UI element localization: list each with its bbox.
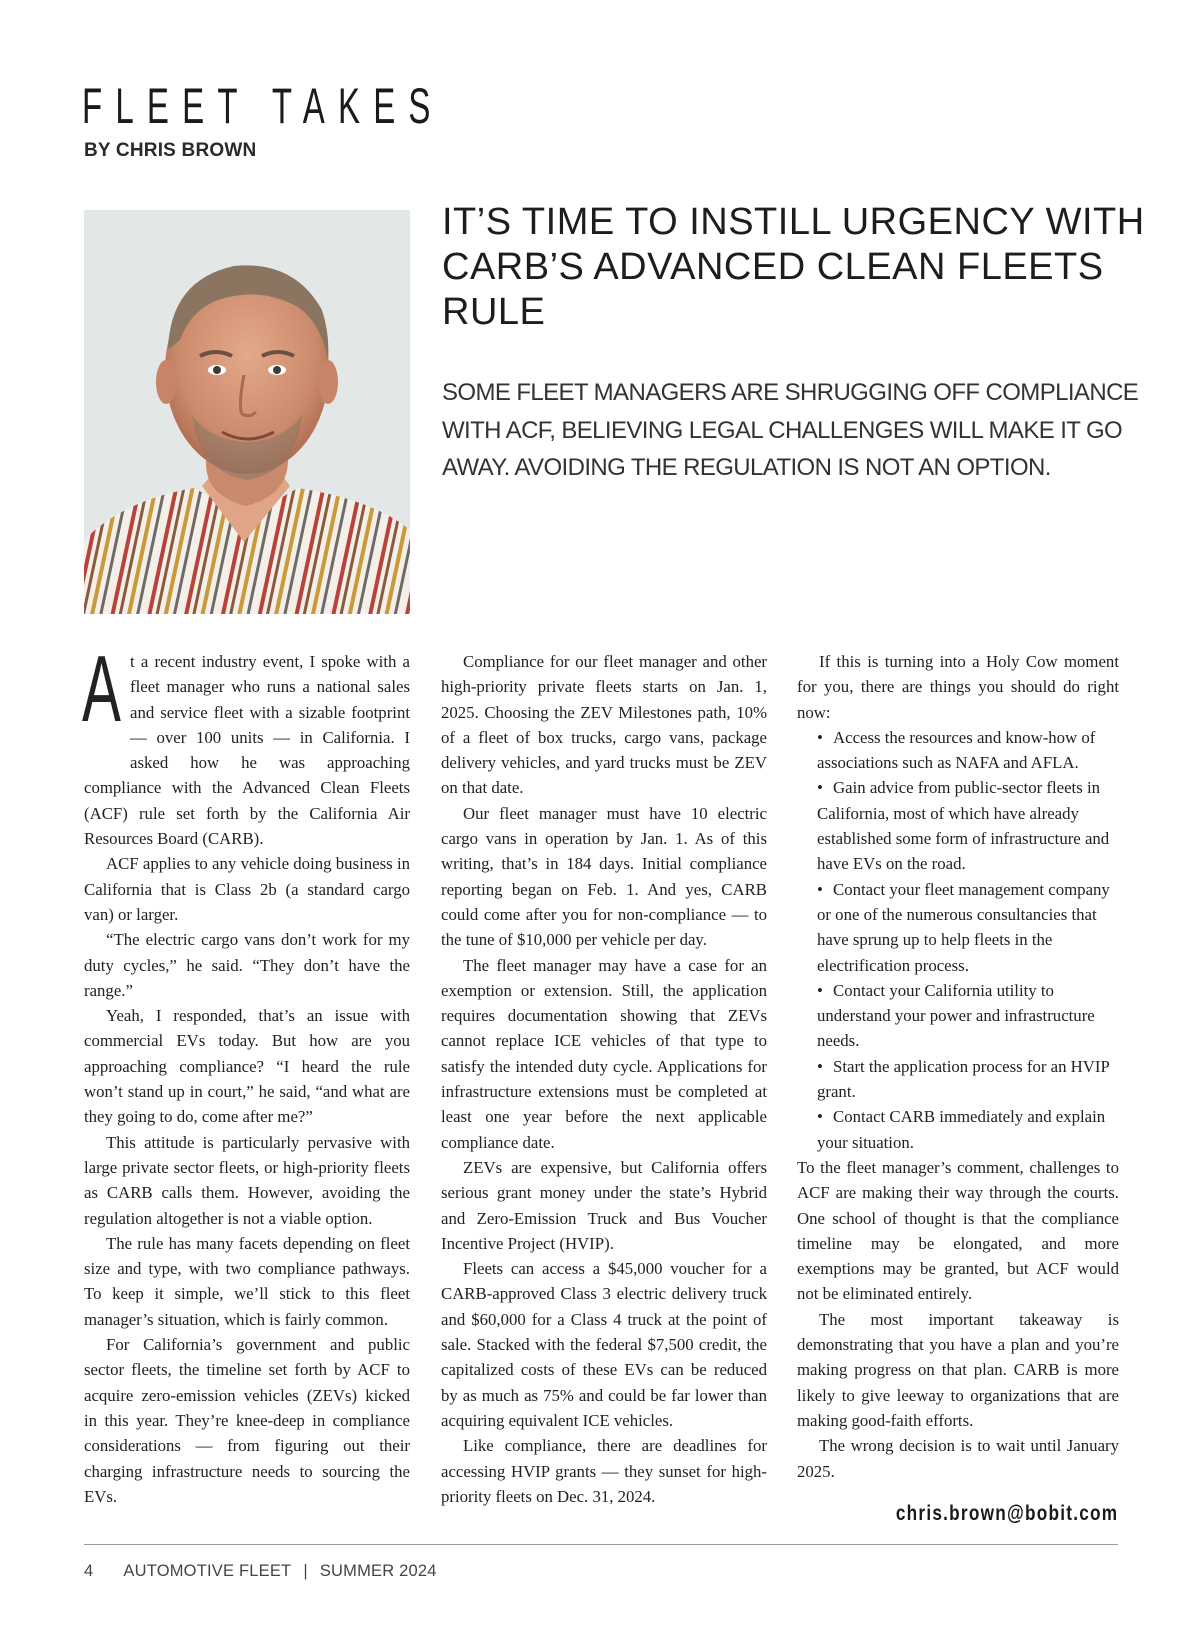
paragraph: If this is turning into a Holy Cow moment for you, there are things you should do right now:: [797, 652, 1119, 722]
list-item: • Start the application process for an HVIP grant.: [817, 1056, 1110, 1102]
paragraph: Yeah, I responded, that’s an issue with commercial EVs today. But how are you approaching compliance? “I heard the rule won’t stand up in court,” he said, “and what are they going to do, come after me?”: [84, 1006, 410, 1127]
list-item: • Access the resources and know-how of associations such as NAFA and AFLA.: [817, 727, 1096, 773]
section-title: FLEET TAKES: [82, 78, 444, 134]
paragraph: ZEVs are expensive, but California offers serious grant money under the state’s Hybrid and Zero-Emission Truck and Bus Voucher Incentive Project (HVIP).: [441, 1157, 767, 1253]
paragraph: Like compliance, there are deadlines for accessing HVIP grants — they sunset for high-priority fleets on Dec. 31, 2024.: [441, 1436, 767, 1506]
author-portrait-illustration: [84, 210, 410, 614]
headline: IT’S TIME TO INSTILL URGENCY WITH CARB’S ADVANCED CLEAN FLEETS RULE: [442, 201, 1145, 333]
paragraph: Our fleet manager must have 10 electric cargo vans in operation by Jan. 1. As of this writing, that’s in 184 days. Initial compliance reporting began on Feb. 1. And yes, CARB could come after you for non-compliance — to the tune of $10,000 per vehicle per day.: [441, 803, 767, 950]
deck: SOME FLEET MANAGERS ARE SHRUGGING OFF COMPLIANCE WITH ACF, BELIEVING LEGAL CHALLENGES WILL MAKE IT GO AWAY. AVOIDING THE REGULATION IS NOT AN OPTION.: [442, 379, 1139, 481]
author-email[interactable]: chris.brown@bobit.com: [895, 1502, 1118, 1525]
article-column-1: [82, 636, 410, 1509]
paragraph: Compliance for our fleet manager and other high-priority private fleets starts on Jan. 1, 2025. Choosing the ZEV Milestones path, 10% of a fleet of box trucks, cargo vans, package delivery vehicles, and yard trucks must be ZEV on that date.: [441, 652, 767, 798]
paragraph: The fleet manager may have a case for an exemption or extension. Still, the application requires documentation showing that ZEVs cannot replace ICE vehicles of that type to satisfy the intended duty cycle. Applications for infrastructure extensions must be completed at least one year before the next applicable compliance date.: [441, 955, 767, 1152]
paragraph: The rule has many facets depending on fleet size and type, with two compliance pathways. To keep it simple, we’ll stick to this fleet manager’s situation, which is fairly common.: [84, 1233, 410, 1329]
article-column-2: [441, 649, 767, 1509]
paragraph: ACF applies to any vehicle doing business in California that is Class 2b (a standard cargo van) or larger.: [84, 854, 410, 924]
list-item: • Gain advice from public-sector fleets in California, most of which have already established some form of infrastructure and have EVs on the road.: [817, 778, 1110, 874]
author-photo: [84, 210, 410, 614]
list-item: • Contact CARB immediately and explain your situation.: [817, 1107, 1106, 1152]
paragraph: This attitude is particularly pervasive with large private sector fleets, or high-priority fleets as CARB calls them. However, avoiding the regulation altogether is not a viable option.: [84, 1132, 410, 1228]
page-number: 4: [84, 1562, 94, 1580]
footer-divider: [84, 1544, 1118, 1545]
paragraph: To the fleet manager’s comment, challenges to ACF are making their way through the courts. One school of thought is that the compliance timeline may be elongated, and more exemptions may be granted, but ACF would not be eliminated entirely.: [797, 1157, 1119, 1304]
paragraph: Fleets can access a $45,000 voucher for a CARB-approved Class 3 electric delivery truck and $60,000 for a Class 4 truck at the point of sale. Stacked with the federal $7,500 credit, the capitalized costs of these EVs can be reduced by as much as 75% and could be far lower than acquiring equivalent ICE vehicles.: [441, 1259, 767, 1430]
list-item: • Contact your fleet management company or one of the numerous consultancies that have sprung up to help fleets in the electrification process.: [817, 879, 1110, 975]
paragraph: “The electric cargo vans don’t work for my duty cycles,” he said. “They don’t have the range.”: [84, 930, 410, 1000]
paragraph: The wrong decision is to wait until January 2025.: [797, 1436, 1119, 1481]
footer-separator: |: [303, 1562, 308, 1580]
paragraph: For California’s government and public sector fleets, the timeline set forth by ACF to acquire zero-emission vehicles (ZEVs) kicked in this year. They’re knee-deep in compliance considerations — from figuring out their charging infrastructure needs to sourcing the EVs.: [84, 1335, 410, 1506]
issue-label: SUMMER 2024: [319, 1562, 437, 1580]
page-footer: [84, 1562, 437, 1581]
drop-cap: A: [82, 636, 121, 741]
paragraph: At a recent industry event, I spoke with a fleet manager who runs a national sales and service fleet with a sizable footprint — over 100 units — in California. I asked how he was approaching compliance with the Advanced Clean Fleets (ACF) rule set forth by the California Air Resources Board (CARB).: [82, 636, 410, 849]
action-list: [797, 725, 1119, 1155]
list-item: • Contact your California utility to understand your power and infrastructure needs.: [817, 980, 1095, 1051]
byline: BY CHRIS BROWN: [84, 140, 257, 161]
paragraph: The most important takeaway is demonstrating that you have a plan and you’re making progress on that plan. CARB is more likely to give leeway to organizations that are making good-faith efforts.: [797, 1309, 1119, 1430]
article-column-3: [797, 649, 1119, 1484]
publication-name: AUTOMOTIVE FLEET: [123, 1562, 292, 1580]
